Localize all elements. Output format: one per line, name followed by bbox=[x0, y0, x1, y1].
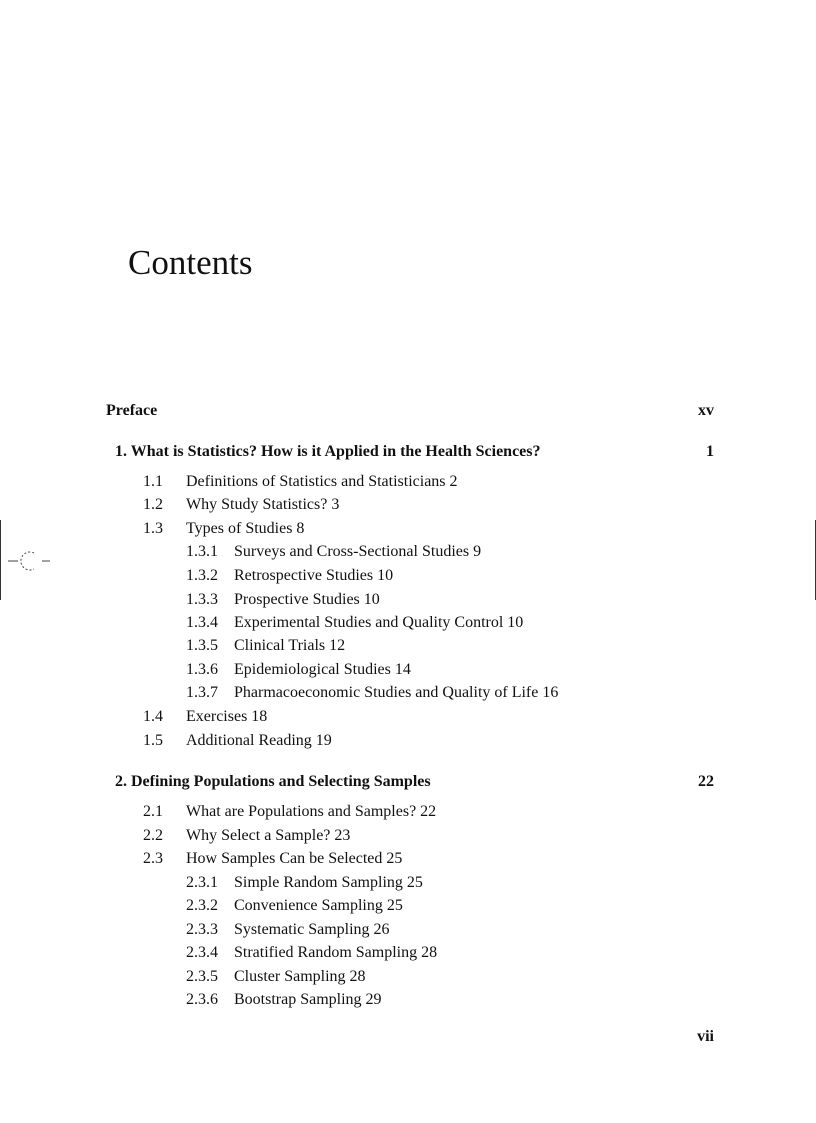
toc-section-entry: Additional Reading 19 bbox=[186, 732, 332, 749]
toc-subsection-num: 1.3.7 bbox=[186, 684, 218, 701]
toc-subsection-num: 2.3.6 bbox=[186, 991, 218, 1008]
page-title: Contents bbox=[128, 243, 253, 282]
toc-subsection-entry: Experimental Studies and Quality Control 10 bbox=[234, 614, 524, 631]
toc-chapter-2-title: 2. Defining Populations and Selecting Samples bbox=[115, 773, 431, 790]
toc-subsection-num: 2.3.4 bbox=[186, 944, 218, 961]
page-number: vii bbox=[697, 1028, 714, 1045]
toc-subsection-num: 2.3.5 bbox=[186, 968, 218, 985]
toc-section-num: 2.1 bbox=[143, 803, 163, 820]
toc-section-num: 1.1 bbox=[143, 473, 163, 490]
toc-subsection-entry: Epidemiological Studies 14 bbox=[234, 661, 411, 678]
toc-subsection-entry: Cluster Sampling 28 bbox=[234, 968, 366, 985]
toc-subsection-entry: Clinical Trials 12 bbox=[234, 637, 346, 654]
toc-subsection-num: 1.3.3 bbox=[186, 591, 218, 608]
toc-section-entry: What are Populations and Samples? 22 bbox=[186, 803, 437, 820]
toc-section-num: 1.3 bbox=[143, 520, 163, 537]
toc-section-entry: Why Select a Sample? 23 bbox=[186, 827, 351, 844]
toc-subsection-entry: Convenience Sampling 25 bbox=[234, 897, 403, 914]
toc-subsection-entry: Prospective Studies 10 bbox=[234, 591, 380, 608]
toc-section-num: 1.4 bbox=[143, 708, 163, 725]
toc-subsection-entry: Pharmacoeconomic Studies and Quality of Life 16 bbox=[234, 684, 559, 701]
toc-subsection-num: 2.3.2 bbox=[186, 897, 218, 914]
toc-subsection-entry: Stratified Random Sampling 28 bbox=[234, 944, 438, 961]
toc-section-num: 1.2 bbox=[143, 496, 163, 513]
toc-preface-page: xv bbox=[698, 402, 714, 419]
toc-chapter-1-title: 1. What is Statistics? How is it Applied in the Health Sciences? bbox=[115, 443, 541, 460]
toc-subsection-entry: Retrospective Studies 10 bbox=[234, 567, 394, 584]
toc-section-num: 2.3 bbox=[143, 850, 163, 867]
toc-subsection-num: 1.3.2 bbox=[186, 567, 218, 584]
toc-subsection-num: 2.3.1 bbox=[186, 874, 218, 891]
toc-section-num: 1.5 bbox=[143, 732, 163, 749]
registration-mark-icon bbox=[8, 550, 52, 572]
toc-subsection-entry: Surveys and Cross-Sectional Studies 9 bbox=[234, 543, 482, 560]
toc-section-num: 2.2 bbox=[143, 827, 163, 844]
toc-section-entry: Why Study Statistics? 3 bbox=[186, 496, 340, 513]
toc-preface-label: Preface bbox=[106, 402, 158, 419]
toc-section-entry: Types of Studies 8 bbox=[186, 520, 305, 537]
toc-subsection-num: 1.3.1 bbox=[186, 543, 218, 560]
toc-chapter-1-page: 1 bbox=[706, 443, 714, 460]
toc-subsection-entry: Bootstrap Sampling 29 bbox=[234, 991, 382, 1008]
toc-section-entry: Exercises 18 bbox=[186, 708, 268, 725]
toc-subsection-num: 1.3.5 bbox=[186, 637, 218, 654]
toc-subsection-entry: Systematic Sampling 26 bbox=[234, 921, 390, 938]
crop-mark-left bbox=[0, 520, 1, 600]
toc-subsection-num: 1.3.6 bbox=[186, 661, 218, 678]
toc-subsection-num: 2.3.3 bbox=[186, 921, 218, 938]
toc-section-entry: How Samples Can be Selected 25 bbox=[186, 850, 403, 867]
toc-section-entry: Definitions of Statistics and Statisticians 2 bbox=[186, 473, 458, 490]
toc-subsection-entry: Simple Random Sampling 25 bbox=[234, 874, 423, 891]
toc-subsection-num: 1.3.4 bbox=[186, 614, 218, 631]
toc-chapter-2-page: 22 bbox=[698, 773, 714, 790]
